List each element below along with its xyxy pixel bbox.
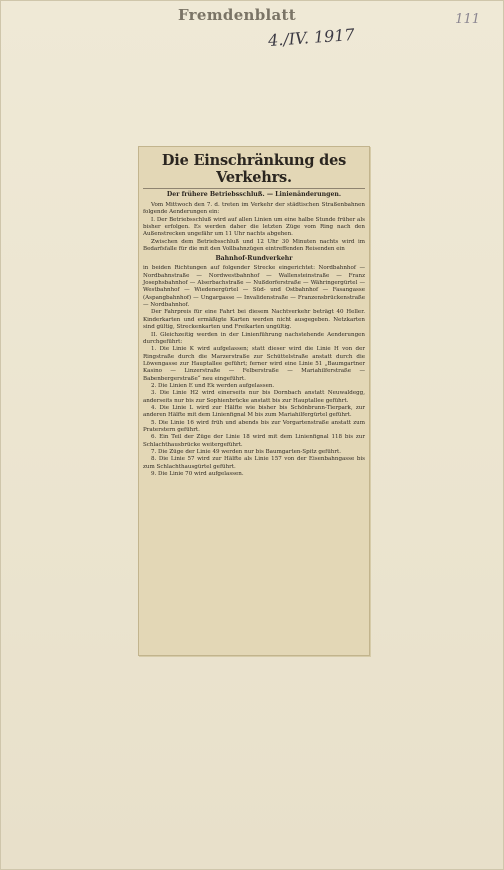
article-paragraph: 4. Die Linie L wird zur Hälfte wie bisher bis Schönbrunn-Tierpark, zur anderen Hälfte mit dem Linienfignal M bis zum Mariahilfergürtel geführt. (143, 404, 365, 419)
section-title: Bahnhof-Rundverkehr (215, 255, 293, 263)
article-paragraph: 9. Die Linie 70 wird aufgelassen. (151, 471, 244, 478)
article-paragraph: 3. Die Linie H2 wird einerseits nur bis Dornbach anstatt Neuwaldegg, anderseits nur bis zur Sophienbrücke anstatt bis zur Hauptallee geführt. (143, 390, 365, 404)
article-paragraph: in beiden Richtungen auf folgender Strecke eingerichtet: Nordbahnhof — Nordbahnstraße — Nordwestbahnhof — Wallensteinstraße — Franz Josephsbahnhof — Alserbachstraße — Nußdorferstraße — Währingergürtel — Westbahnhof — Wiedenergürtel — Süd- und Ostbahnhof — Fasangasse (Aspangbahnhof) — Ungargasse — Invalidenstraße — Franzensbrückenstraße — Nordbahnhof. (143, 265, 365, 309)
article-paragraph: 8. Die Linie 57 wird zur Hälfte als Linie 157 von der Eisenbahngasse bis zum Schlachthausgürtel geführt. (143, 456, 365, 470)
article-paragraph: 1. Die Linie K wird aufgelassen; statt dieser wird die Linie H von der Ringstraße durch die Marzerstraße zur Schüttelstraße anstatt durch die Löwengasse zur Hauptallee geführt; ferner wird eine Linie 51 „Baumgartner Kasino — Linzerstraße — Felberstraße — Mariahilferstraße — Babenbergerstraße“ neu eingeführt. (143, 346, 365, 382)
article-paragraph: 5. Die Linie 16 wird früh und abends bis zur Vorgartenstraße anstatt zum Praterstern geführt. (143, 419, 365, 433)
article-subheadline: Der frühere Betriebsschluß. — Linienänderungen. (166, 191, 342, 198)
article-paragraph: II. Gleichzeitig werden in der Linienführung nachstehende Aenderungen durchgeführt: (143, 331, 365, 345)
newspaper-clipping (138, 146, 370, 656)
article-paragraph: Der Fahrpreis für eine Fahrt bei diesem Nachtverkehr beträgt 40 Heller. Kinderkarten und ermäßigte Karten werden nicht ausgegeben. Netzkarten sind gültig, Streckenkarten und Freikarten ungültig. (143, 309, 365, 331)
article-paragraph: 6. Ein Teil der Züge der Linie 18 wird mit dem Linienfignal 118 bis zur Schlachthausbrücke weitergeführt. (143, 434, 365, 448)
article-paragraph: Zwischen dem Betriebsschluß und 12 Uhr 30 Minuten nachts wird im Bedarfsfalle für die mit den Vollbahnzügen eintreffenden Reisenden ein (143, 238, 365, 253)
article-headline: Die Einschränkung des Verkehrs. (143, 152, 365, 189)
article-paragraph: I. Der Betriebsschluß wird auf allen Linien um eine halbe Stunde früher als bisher erfolgen. Es werden daher die letzten Züge vom Ring nach den Außenstrecken ungefähr um 11 Uhr nachts abgehen. (143, 216, 365, 238)
handwritten-date: 4./IV. 1917 (267, 25, 356, 50)
article-paragraph: 2. Die Linien E und Ek werden aufgelassen. (151, 382, 275, 389)
article-paragraph: Vom Mittwoch den 7. d. treten im Verkehr der städtischen Straßenbahnen folgende Aenderungen ein: (143, 202, 365, 216)
newspaper-masthead: Fremdenblatt (178, 6, 297, 24)
page-number: 111 (455, 12, 480, 27)
article-paragraph: 7. Die Züge der Linie 49 werden nur bis Baumgarten-Spitz geführt. (151, 449, 342, 455)
